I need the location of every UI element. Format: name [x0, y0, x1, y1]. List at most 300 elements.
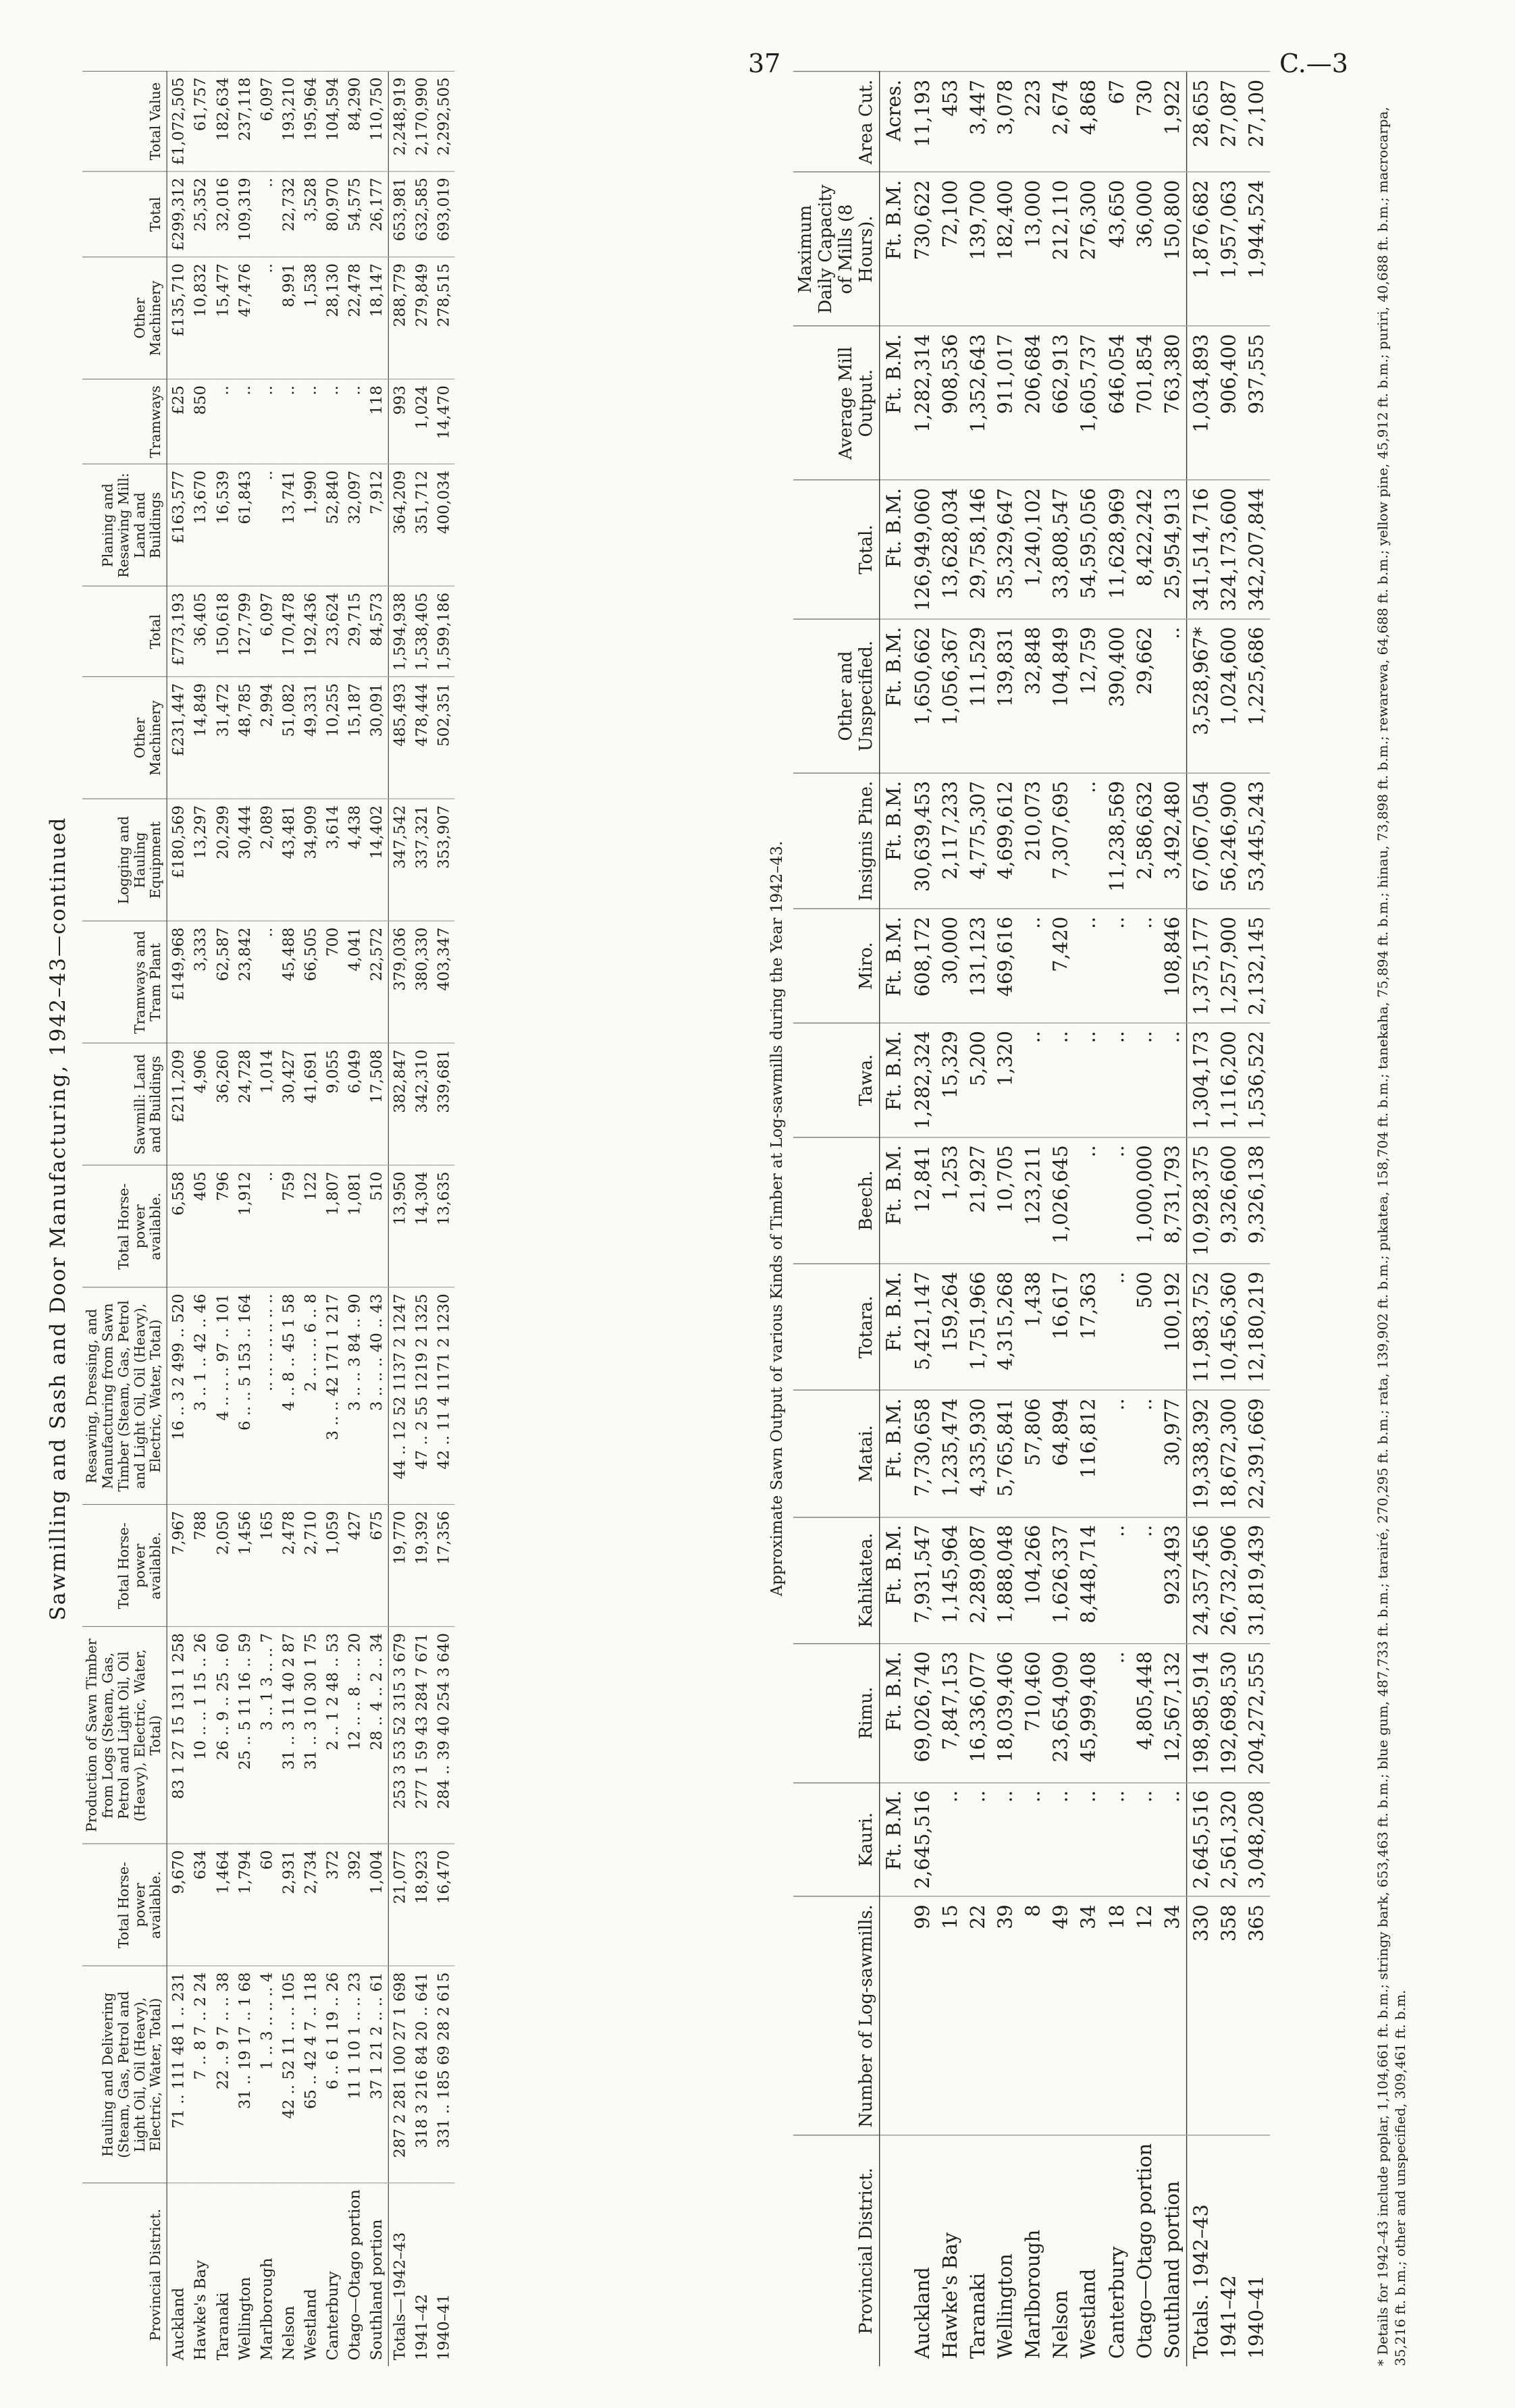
table-cell: 358: [1215, 1897, 1242, 2136]
table-cell: 31,472: [211, 677, 234, 799]
table-cell: 22,732: [277, 171, 300, 257]
table-cell: ..: [234, 379, 256, 464]
unit-cell: Ft. B.M.: [880, 909, 908, 1023]
table-cell: 10,255: [321, 677, 344, 799]
table-cell: 4,438: [344, 799, 366, 921]
table-cell: 11,238,569: [1102, 773, 1130, 909]
table-cell: 700: [321, 921, 344, 1044]
table-cell: 380,330: [410, 921, 433, 1044]
table-cell: 2,248,919: [388, 71, 410, 171]
table-cell: 198,985,914: [1186, 1644, 1215, 1783]
row-label: Hawke's Bay: [936, 2135, 963, 2366]
table-cell: 1,024: [410, 379, 433, 464]
column-header: Other Machinery: [82, 677, 167, 799]
table-cell: 22,572: [366, 921, 388, 1044]
table-cell: 13,635: [433, 1165, 455, 1287]
table-cell: 342,310: [410, 1043, 433, 1165]
table-cell: ..: [1075, 1782, 1102, 1896]
table-cell: 12,759: [1075, 619, 1102, 773]
table-cell: 1,081: [344, 1165, 366, 1287]
table-cell: 6,049: [344, 1043, 366, 1165]
table-cell: 3,333: [190, 921, 212, 1044]
table-cell: ..: [277, 379, 300, 464]
table-cell: ..: [1102, 1391, 1130, 1517]
row-label: 1940–41: [1243, 2135, 1271, 2366]
table-cell: 182,634: [211, 71, 234, 171]
row-label: 1941–42: [1215, 2135, 1242, 2366]
table-cell: 284 .. 39 40 254 3 640: [433, 1627, 455, 1844]
table-cell: 1,026,645: [1047, 1138, 1075, 1264]
table-cell: 31 .. 19 17 .. 1 68: [234, 1966, 256, 2183]
table-cell: 48,785: [234, 677, 256, 799]
table-cell: 7,967: [167, 1505, 189, 1627]
unit-cell: Ft. B.M.: [880, 172, 908, 326]
table-cell: 2,931: [277, 1844, 300, 1966]
table-cell: 364,209: [388, 464, 410, 587]
table-cell: ..: [1075, 1138, 1102, 1264]
table-cell: 30,444: [234, 799, 256, 921]
table-cell: 27,087: [1215, 72, 1242, 172]
table-cell: 1,282,324: [908, 1023, 936, 1137]
table-cell: 2 .. 1 2 48 .. 53: [321, 1627, 344, 1844]
table-cell: £773,193: [167, 587, 189, 677]
table-cell: 18: [1102, 1897, 1130, 2136]
unit-cell: Ft. B.M.: [880, 1138, 908, 1264]
table-cell: ..: [1130, 1391, 1158, 1517]
table-cell: 104,266: [1019, 1517, 1047, 1643]
table-cell: ..: [1130, 1023, 1158, 1137]
table-cell: 31 .. 3 10 30 1 75: [300, 1627, 322, 1844]
column-header: Maximum Daily Capacity of Mills (8 Hours).: [793, 172, 880, 326]
table-cell: 15: [936, 1897, 963, 2136]
table-row: [190, 71, 212, 2366]
table-cell: 6 .. 6 1 19 .. 26: [321, 1966, 344, 2183]
table-cell: 1,922: [1159, 72, 1187, 172]
table-cell: 54,595,056: [1075, 480, 1102, 619]
sawn-output-table: [793, 72, 1271, 2366]
table-cell: 279,849: [410, 257, 433, 379]
table-cell: 84,290: [344, 71, 366, 171]
column-header: Total Horse-power available.: [82, 1844, 167, 1966]
table-cell: 72,100: [936, 172, 963, 326]
table-cell: 11,983,752: [1186, 1264, 1215, 1390]
table-cell: 2,645,516: [1186, 1782, 1215, 1896]
table-cell: 23,654,090: [1047, 1644, 1075, 1783]
table-cell: 14,470: [433, 379, 455, 464]
row-label: Auckland: [908, 2135, 936, 2366]
unit-cell: [880, 2135, 908, 2366]
table-cell: 10,456,360: [1215, 1264, 1242, 1390]
table-cell: 18,923: [410, 1844, 433, 1966]
column-header: Total Horse-power available.: [82, 1165, 167, 1287]
table-cell: 36,405: [190, 587, 212, 677]
table-cell: ..: [255, 379, 277, 464]
table-row: [410, 71, 433, 2366]
table-cell: 796: [211, 1165, 234, 1287]
table-cell: 237,118: [234, 71, 256, 171]
table-cell: 43,650: [1102, 172, 1130, 326]
table-cell: 324,173,600: [1215, 480, 1242, 619]
table-cell: 16,336,077: [963, 1644, 991, 1783]
table-row: [1102, 72, 1130, 2366]
row-label: Taranaki: [963, 2135, 991, 2366]
table-cell: 12: [1130, 1897, 1158, 2136]
table-cell: 49: [1047, 1897, 1075, 2136]
table-cell: ..: [1102, 1782, 1130, 1896]
column-header: Number of Log-sawmills.: [793, 1897, 880, 2136]
table-cell: 42 .. 11 4 1171 2 1230: [433, 1287, 455, 1505]
table-cell: ..: [1102, 1517, 1130, 1643]
table-cell: 4,805,448: [1130, 1644, 1158, 1783]
table-cell: 7,730,658: [908, 1391, 936, 1517]
unit-cell: Acres.: [880, 72, 908, 172]
table-cell: 2,645,516: [908, 1782, 936, 1896]
table-cell: 8,991: [277, 257, 300, 379]
table-cell: 52,840: [321, 464, 344, 587]
table-cell: 392: [344, 1844, 366, 1966]
table-cell: 701,854: [1130, 326, 1158, 480]
table-cell: 1,116,200: [1215, 1023, 1242, 1137]
table-cell: 4,775,307: [963, 773, 991, 909]
table-cell: 139,831: [992, 619, 1019, 773]
table-cell: 29,662: [1130, 619, 1158, 773]
table-cell: 2,050: [211, 1505, 234, 1627]
table-cell: 32,848: [1019, 619, 1047, 773]
table-cell: 23,842: [234, 921, 256, 1044]
table-cell: 170,478: [277, 587, 300, 677]
row-label: Auckland: [167, 2183, 189, 2366]
table-cell: 453: [936, 72, 963, 172]
table-cell: 17,356: [433, 1505, 455, 1627]
table-cell: 1,253: [936, 1138, 963, 1264]
table-cell: 277 1 59 43 284 7 671: [410, 1627, 433, 1844]
table-cell: £211,209: [167, 1043, 189, 1165]
table-cell: 10,705: [992, 1138, 1019, 1264]
table-cell: 1,438: [1019, 1264, 1047, 1390]
column-header: Provincial District.: [793, 2135, 880, 2366]
table-cell: 2,132,145: [1243, 909, 1271, 1023]
table-cell: 150,618: [211, 587, 234, 677]
table-cell: 1 .. 3 .. .. .. 4: [255, 1966, 277, 2183]
table-cell: 26 .. 9 .. 25 .. 60: [211, 1627, 234, 1844]
column-header: Resawing, Dressing, and Manufacturing from Sawn Timber (Steam, Gas, Petrol and Light Oil, Oil (Heavy), Electric, Water, Total): [82, 1287, 167, 1505]
table-cell: 1,304,173: [1186, 1023, 1215, 1137]
table-cell: 2 .. .. .. 6 .. 8: [300, 1287, 322, 1505]
table-cell: 318 3 216 84 20 .. 641: [410, 1966, 433, 2183]
table-cell: 11,628,969: [1102, 480, 1130, 619]
table-cell: 165: [255, 1505, 277, 1627]
table-cell: 4 .. 8 .. 45 1 58: [277, 1287, 300, 1505]
table-row: [300, 71, 322, 2366]
table-cell: 71 .. 111 48 1 .. 231: [167, 1966, 189, 2183]
table-cell: 10,928,375: [1186, 1138, 1215, 1264]
table-cell: 1,257,900: [1215, 909, 1242, 1023]
table-cell: 182,400: [992, 172, 1019, 326]
table-cell: 6,097: [255, 587, 277, 677]
column-header: Total Value: [82, 71, 167, 171]
unit-cell: Ft. B.M.: [880, 619, 908, 773]
row-label: Nelson: [277, 2183, 300, 2366]
table-cell: 16 .. 3 2 499 .. 520: [167, 1287, 189, 1505]
table-cell: 12,180,219: [1243, 1264, 1271, 1390]
row-label: Totals. 1942–43: [1186, 2135, 1215, 2366]
row-label: Wellington: [234, 2183, 256, 2366]
table-cell: ..: [255, 1165, 277, 1287]
table-row: [344, 71, 366, 2366]
table-cell: 2,734: [300, 1844, 322, 1966]
table-row: [1075, 72, 1102, 2366]
table-cell: 139,700: [963, 172, 991, 326]
table-cell: £163,577: [167, 464, 189, 587]
table-cell: 911,017: [992, 326, 1019, 480]
table-cell: 646,054: [1102, 326, 1130, 480]
table-cell: 288,779: [388, 257, 410, 379]
table-cell: 1,957,063: [1215, 172, 1242, 326]
table-cell: 206,684: [1019, 326, 1047, 480]
table-cell: 763,380: [1159, 326, 1187, 480]
table-cell: 123,211: [1019, 1138, 1047, 1264]
table-cell: 1,282,314: [908, 326, 936, 480]
table-cell: 43,481: [277, 799, 300, 921]
table-cell: 1,538: [300, 257, 322, 379]
row-label: Canterbury: [321, 2183, 344, 2366]
table-row: [1047, 72, 1075, 2366]
table-cell: 693,019: [433, 171, 455, 257]
table-cell: ..: [255, 171, 277, 257]
table-cell: 16,617: [1047, 1264, 1075, 1390]
table-row: [388, 71, 410, 2366]
table-cell: 36,000: [1130, 172, 1158, 326]
motive-power-value-table: [82, 71, 454, 2366]
table-cell: 36,260: [211, 1043, 234, 1165]
document-code: C.—3: [1279, 49, 1348, 78]
table-cell: 28 .. 4 .. 2 .. 34: [366, 1627, 388, 1844]
column-header: Matai.: [793, 1391, 880, 1517]
table-cell: 9,326,600: [1215, 1138, 1242, 1264]
table-cell: ..: [992, 1782, 1019, 1896]
column-header: Tramways and Tram Plant: [82, 921, 167, 1044]
table-cell: 17,508: [366, 1043, 388, 1165]
table-cell: 34: [1159, 1897, 1187, 2136]
table-cell: 1,807: [321, 1165, 344, 1287]
table-cell: 331 .. 185 69 28 2 615: [433, 1966, 455, 2183]
table-cell: 61,843: [234, 464, 256, 587]
table-cell: 53,445,243: [1243, 773, 1271, 909]
unit-cell: Ft. B.M.: [880, 1644, 908, 1783]
table-cell: 10,832: [190, 257, 212, 379]
table-cell: 2,170,990: [410, 71, 433, 171]
row-label: Taranaki: [211, 2183, 234, 2366]
table-cell: 210,073: [1019, 773, 1047, 909]
table-cell: 1,794: [234, 1844, 256, 1966]
table-cell: 35,329,647: [992, 480, 1019, 619]
table-cell: 500: [1130, 1264, 1158, 1390]
table-cell: 15,477: [211, 257, 234, 379]
table-cell: 110,750: [366, 71, 388, 171]
table-cell: 632,585: [410, 171, 433, 257]
unit-cell: Ft. B.M.: [880, 1782, 908, 1896]
table-cell: 12 .. .. 8 .. .. 20: [344, 1627, 366, 1844]
table-cell: 351,712: [410, 464, 433, 587]
table-cell: 4,041: [344, 921, 366, 1044]
table-cell: 3,078: [992, 72, 1019, 172]
unit-cell: Ft. B.M.: [880, 1391, 908, 1517]
table-cell: 11 1 10 1 .. .. 23: [344, 1966, 366, 2183]
unit-cell: Ft. B.M.: [880, 1264, 908, 1390]
table-cell: 1,876,682: [1186, 172, 1215, 326]
table-cell: 12,841: [908, 1138, 936, 1264]
page-title: Sawmilling and Sash and Door Manufacturing, 1942–43—continued: [46, 816, 70, 1621]
table-cell: 57,806: [1019, 1391, 1047, 1517]
table-cell: 22,391,669: [1243, 1391, 1271, 1517]
table-cell: 104,849: [1047, 619, 1075, 773]
table-cell: 47,476: [234, 257, 256, 379]
table-cell: 2,674: [1047, 72, 1075, 172]
table-cell: 65 .. 42 4 7 .. 118: [300, 1966, 322, 2183]
table-cell: 405: [190, 1165, 212, 1287]
table-cell: 1,000,000: [1130, 1138, 1158, 1264]
table-cell: 30,977: [1159, 1391, 1187, 1517]
table-cell: 1,536,522: [1243, 1023, 1271, 1137]
table-cell: 276,300: [1075, 172, 1102, 326]
table-cell: 400,034: [433, 464, 455, 587]
table-cell: 675: [366, 1505, 388, 1627]
table-cell: 14,304: [410, 1165, 433, 1287]
table-cell: ..: [1102, 1644, 1130, 1783]
table-cell: 403,347: [433, 921, 455, 1044]
table-cell: 353,907: [433, 799, 455, 921]
table-cell: 3,492,480: [1159, 773, 1187, 909]
table-cell: ..: [211, 379, 234, 464]
table-cell: 45,999,408: [1075, 1644, 1102, 1783]
table-cell: 31 .. 3 11 40 2 87: [277, 1627, 300, 1844]
table-cell: 108,846: [1159, 909, 1187, 1023]
table-cell: 18,147: [366, 257, 388, 379]
table-cell: .. .. .. .. .. .. ..: [255, 1287, 277, 1505]
table-cell: 1,352,643: [963, 326, 991, 480]
table-cell: 23,624: [321, 587, 344, 677]
table-cell: 850: [190, 379, 212, 464]
table-cell: 13,741: [277, 464, 300, 587]
table-cell: 17,363: [1075, 1264, 1102, 1390]
table-cell: 382,847: [388, 1043, 410, 1165]
row-label: 1940–41: [433, 2183, 455, 2366]
table-cell: 2,117,233: [936, 773, 963, 909]
table-cell: 1,626,337: [1047, 1517, 1075, 1643]
table-cell: 908,536: [936, 326, 963, 480]
table-cell: 1,605,737: [1075, 326, 1102, 480]
table-cell: 122: [300, 1165, 322, 1287]
column-header: Other Machinery: [82, 257, 167, 379]
table-cell: 427: [344, 1505, 366, 1627]
table-cell: 12,567,132: [1159, 1644, 1187, 1783]
table-cell: 3 .. .. .. 40 .. 43: [366, 1287, 388, 1505]
table-cell: 2,289,087: [963, 1517, 991, 1643]
table-cell: 116,812: [1075, 1391, 1102, 1517]
table-cell: 8,731,793: [1159, 1138, 1187, 1264]
table-cell: 2,561,320: [1215, 1782, 1242, 1896]
table-cell: 502,351: [433, 677, 455, 799]
table-cell: 13,000: [1019, 172, 1047, 326]
table-cell: 67,067,054: [1186, 773, 1215, 909]
unit-cell: Ft. B.M.: [880, 480, 908, 619]
column-header: Miro.: [793, 909, 880, 1023]
table-cell: 3,528: [300, 171, 322, 257]
table-cell: 8,422,242: [1130, 480, 1158, 619]
table-cell: 100,192: [1159, 1264, 1187, 1390]
table-cell: 18,672,300: [1215, 1391, 1242, 1517]
table-cell: ..: [1159, 1023, 1187, 1137]
table-cell: 30,091: [366, 677, 388, 799]
column-header: Total: [82, 587, 167, 677]
table-cell: 342,207,844: [1243, 480, 1271, 619]
table-cell: 3 .. 1 3 .. .. 7: [255, 1627, 277, 1844]
table-cell: 9,670: [167, 1844, 189, 1966]
table-cell: 192,436: [300, 587, 322, 677]
table-cell: 39: [992, 1897, 1019, 2136]
table-cell: ..: [300, 379, 322, 464]
table-cell: 7,912: [366, 464, 388, 587]
table-cell: 67: [1102, 72, 1130, 172]
table-cell: £231,447: [167, 677, 189, 799]
table-cell: 223: [1019, 72, 1047, 172]
table-cell: ..: [963, 1782, 991, 1896]
table-cell: 13,950: [388, 1165, 410, 1287]
column-header: Tramways: [82, 379, 167, 464]
column-header: Area Cut.: [793, 72, 880, 172]
table-cell: 347,542: [388, 799, 410, 921]
table-cell: 25,352: [190, 171, 212, 257]
column-header: Sawmill: Land and Buildings: [82, 1043, 167, 1165]
table-cell: 26,732,906: [1215, 1517, 1242, 1643]
table-cell: ..: [344, 379, 366, 464]
table-cell: 1,599,186: [433, 587, 455, 677]
table-cell: 7 .. 8 7 .. 2 24: [190, 1966, 212, 2183]
table-cell: 253 3 53 52 315 3 679: [388, 1627, 410, 1844]
table-cell: 212,110: [1047, 172, 1075, 326]
table-cell: 19,392: [410, 1505, 433, 1627]
table-cell: 1,145,964: [936, 1517, 963, 1643]
table-cell: 34,909: [300, 799, 322, 921]
table-cell: 45,488: [277, 921, 300, 1044]
table-row: [963, 72, 991, 2366]
table-cell: 1,235,474: [936, 1391, 963, 1517]
row-label: 1941–42: [410, 2183, 433, 2366]
table-cell: 1,751,966: [963, 1264, 991, 1390]
table-cell: 127,799: [234, 587, 256, 677]
row-label: Southland portion: [366, 2183, 388, 2366]
table-row: [1159, 72, 1187, 2366]
table-cell: 83 1 27 15 131 1 258: [167, 1627, 189, 1844]
table-cell: 287 2 281 100 27 1 698: [388, 1966, 410, 2183]
table-cell: 6,097: [255, 71, 277, 171]
table-cell: £149,968: [167, 921, 189, 1044]
table-cell: 30,427: [277, 1043, 300, 1165]
table-cell: 5,200: [963, 1023, 991, 1137]
table-cell: 1,004: [366, 1844, 388, 1966]
table-cell: 4,906: [190, 1043, 212, 1165]
table-cell: ..: [1102, 1138, 1130, 1264]
table-cell: 2,586,632: [1130, 773, 1158, 909]
table-row: [1019, 72, 1047, 2366]
table-cell: 1,594,938: [388, 587, 410, 677]
table-cell: 937,555: [1243, 326, 1271, 480]
table-cell: 150,800: [1159, 172, 1187, 326]
table-cell: 27,100: [1243, 72, 1271, 172]
column-header: Kahikatea.: [793, 1517, 880, 1643]
table-cell: ..: [1130, 1517, 1158, 1643]
table-cell: 7,847,153: [936, 1644, 963, 1783]
